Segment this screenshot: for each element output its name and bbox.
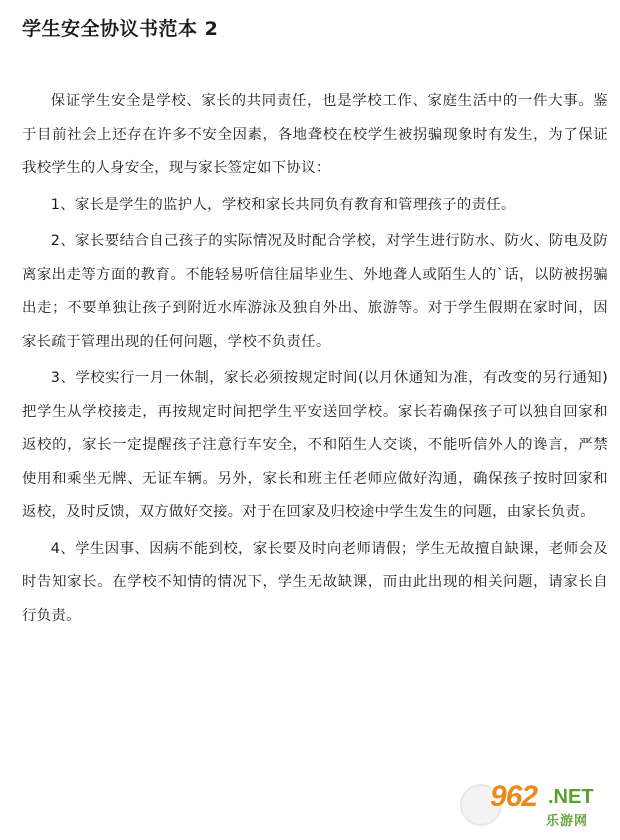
paragraph-item-3: 3、学校实行一月一休制，家长必须按规定时间(以月休通知为准，有改变的另行通知)把学生从学校接走，再按规定时间把学生平安送回学校。家长若确保孩子可以独自回家和返校的，家长一定提醒孩子注意行车安全，不和陌生人交谈，不能听信外人的谗言，严禁使用和乘坐无牌、无证车辆。另外，家长和班主任老师应做好沟通，确保孩子按时回家和返校，及时反馈，双方做好交接。对于在回家及归校途中学生发生的问题，由家长负责。	[22, 370, 608, 520]
paragraph-intro: 保证学生安全是学校、家长的共同责任，也是学校工作、家庭生活中的一件大事。鉴于目前社会上还存在许多不安全因素，各地聋校在校学生被拐骗现象时有发生，为了保证我校学生的人身安全，现与家长签定如下协议：	[22, 93, 608, 176]
document-body	[22, 85, 608, 636]
site-watermark	[460, 780, 610, 834]
document-title: 学生安全协议书范本 2	[22, 18, 219, 40]
watermark-number: 962	[490, 780, 538, 813]
paragraph-item-1: 1、家长是学生的监护人，学校和家长共同负有教育和管理孩子的责任。	[50, 196, 516, 213]
paragraph-item-2: 2、家长要结合自己孩子的实际情况及时配合学校，对学生进行防水、防火、防电及防离家出走等方面的教育。不能轻易听信往届毕业生、外地聋人或陌生人的`话，以防被拐骗出走；不要单独让孩子到附近水库游泳及独自外出、旅游等。对于学生假期在家时间，因家长疏于管理出现的任何问题，学校不负责任。	[22, 233, 608, 350]
watermark-suffix: .NET	[548, 786, 594, 808]
paragraph-item-4: 4、学生因事、因病不能到校，家长要及时向老师请假；学生无故擅自缺课，老师会及时告知家长。在学校不知情的情况下，学生无故缺课，而由此出现的相关问题，请家长自行负责。	[22, 540, 608, 624]
watermark-subtitle: 乐游网	[546, 814, 589, 829]
